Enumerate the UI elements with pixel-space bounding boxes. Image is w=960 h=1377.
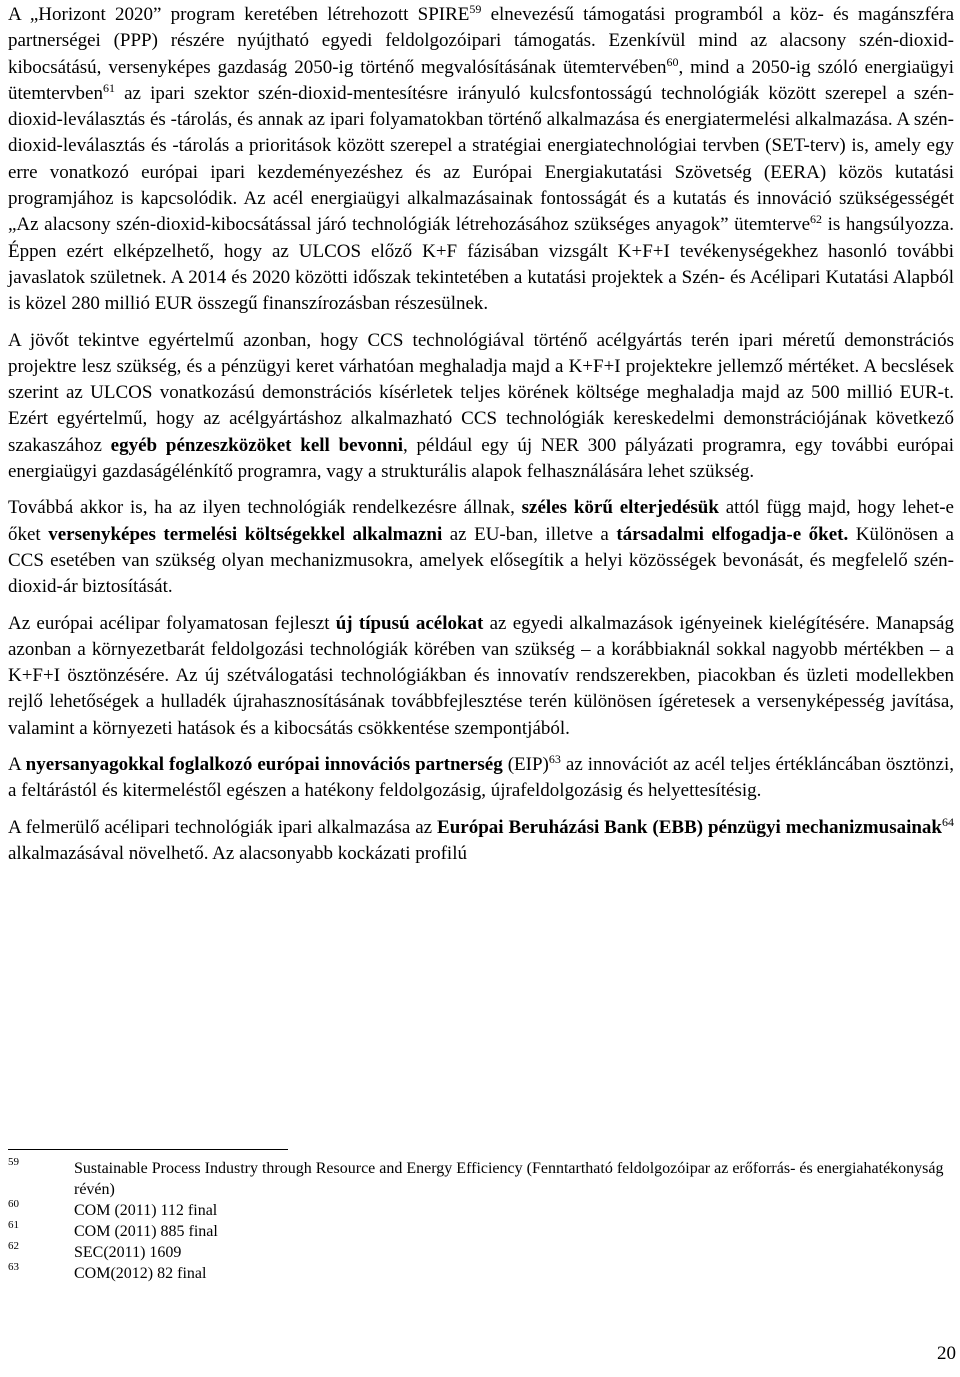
page-number: 20 [937, 1343, 956, 1364]
text-run: A [8, 754, 26, 776]
text-run: attól függ majd, hogy lehet-e őket [8, 497, 954, 545]
footnote-text: Sustainable Process Industry through Resource and Energy Efficiency (Fenntartható feldolgozóipar az erőforrás- és energiahatékonyság révén) [74, 1160, 944, 1198]
footnote-reference: 60 [666, 54, 679, 69]
bold-run: egyéb pénzeszközöket kell bevonni [110, 434, 403, 456]
footnote-reference: 59 [469, 2, 482, 16]
text-run: Különösen a CCS esetében van szükség olyan mechanizmusokra, amelyek elősegítik a helyi közösségek bevonását, és megfelelő szén-dioxid-ár biztosítását. [8, 523, 954, 598]
text-run: , például egy új NER 300 pályázati programra, egy további európai energiaügyi gazdaságélénkítő programra, vagy a strukturális alapok felhasználására lehet szükség. [8, 434, 954, 483]
text-run: elnevezésű támogatási programból a köz- és magánszféra partnerségei (PPP) részére nyújtható egyedi feldolgozóipari támogatás. Ezenkívül mind az alacsony szén-dioxid-kibocsátású, versenyképes gazdaság 2050-ig történő megvalósításának ütemtervében [8, 4, 954, 78]
footnote-61 [8, 1221, 954, 1242]
footnote-text: COM(2012) 82 final [74, 1265, 207, 1282]
footnote-59 [8, 1158, 954, 1200]
footnote-number: 61 [8, 1219, 19, 1231]
paragraph-ccs-demonstration [8, 328, 954, 486]
bold-run: új típusú acélokat [335, 612, 484, 634]
bold-run: társadalmi elfogadja-e őket. [616, 523, 849, 545]
footnote-text: SEC(2011) 1609 [74, 1244, 182, 1261]
footnote-number: 59 [8, 1156, 19, 1168]
footnote-63 [8, 1263, 954, 1284]
bold-run: versenyképes termelési költségekkel alkalmazni [48, 523, 443, 545]
text-run: (EIP) [502, 754, 549, 776]
text-run: , mind a 2050-ig szóló energiaügyi ütemtervben [8, 56, 954, 104]
footnote-reference: 63 [548, 752, 561, 767]
paragraph-raw-materials-eip [8, 752, 954, 805]
paragraph-spire-funding [8, 2, 954, 318]
text-run: az EU-ban, illetve a [442, 523, 617, 545]
text-run: A „Horizont 2020” program keretében létrehozott SPIRE [8, 4, 470, 25]
bold-run: nyersanyagokkal foglalkozó európai innovációs partnerség [25, 754, 503, 776]
footnote-reference: 64 [942, 814, 954, 829]
text-run: az innovációt az acél teljes értékláncában ösztönzi, a feltárástól és kitermeléstől egészen a hatékony feldolgozásig, újrafeldolgozásig és helyettesítésig. [8, 754, 955, 802]
footnote-reference: 62 [810, 212, 823, 227]
footnote-separator [8, 1149, 288, 1150]
footnote-reference: 61 [102, 80, 115, 95]
text-run: Továbbá akkor is, ha az ilyen technológiák rendelkezésre állnak, [8, 497, 522, 519]
text-run: alkalmazásával növelhető. Az alacsonyabb kockázati profilú [8, 842, 467, 864]
text-run: Az európai acélipar folyamatosan fejleszt [8, 612, 336, 634]
bold-run: Európai Beruházási Bank (EBB) pénzügyi mechanizmusainak [437, 816, 942, 838]
footnotes [8, 1158, 954, 1284]
text-run: A jövőt tekintve egyértelmű azonban, hogy CCS technológiával történő acélgyártás terén ipari méretű demonstrációs projektre lesz szükség, és a pénzügyi keret várhatóan meghaladja majd a K+F+I projektekre jellemző mértéket. A becslések szerint az ULCOS vonatkozású demonstrációs kísérletek teljes körének költsége meghaladja majd az 500 millió EUR-t. Ezért egyértelmű, hogy az acélgyártáshoz alkalmazható CCS technológiák kereskedelmi demonstrációjának következő szakaszához [8, 329, 954, 456]
text-run: is hangsúlyozza. Éppen ezért elképzelhető, hogy az ULCOS előző K+F fázisában vizsgált K+F+I tevékenységekhez hasonló további javaslatok születnek. A 2014 és 2020 közötti időszak tekintetében a kutatási projektek a Szén- és Acélipari Kutatási Alapból is közel 280 millió EUR összegű finanszírozásban részesülnek. [8, 214, 954, 315]
footnote-number: 63 [8, 1261, 19, 1273]
paragraph-new-steel-types [8, 611, 954, 742]
text-run: az egyedi alkalmazások igényeinek kielégítésére. Manapság azonban a környezetbarát feldolgozási technológiák körében van szükség – a korábbiaknál sokkal nagyobb mértékben – a K+F+I ösztönzésére. Az új szétválogatási technológiákban és innovatív rendszerekben, piacokban és üzleti modellekben rejlő lehetőségek a hulladék újrahasznosításának továbbfejlesztése terén különösen ígéretesek a versenyképesség javítása, valamint a környezeti hatások és a kibocsátás csökkentése szempontjából. [8, 612, 954, 739]
footnote-62 [8, 1242, 954, 1263]
text-run: az ipari szektor szén-dioxid-mentesítésre irányuló kulcsfontosságú technológiák között szerepel a szén-dioxid-leválasztás és -tárolás, és annak az ipari folyamatokban történő alkalmazása és energiatermelési alkalmazása. A szén-dioxid-leválasztás és -tárolás a prioritások között szerepel a stratégiai energiatechnológiai tervben (SET-terv) is, amely egy erre vonatkozó európai ipari kezdeményezéshez és az Európai Energiakutatási Szövetség (EERA) közös kutatási programjához is kapcsolódik. Az acél energiaügyi alkalmazásainak fontosságát és a kutatás és innováció szükségességét „Az alacsony szén-dioxid-kibocsátással járó technológiák létrehozásához szükséges anyagok” ütemterve [8, 82, 954, 236]
footnote-number: 60 [8, 1198, 19, 1210]
footnote-number: 62 [8, 1240, 19, 1252]
paragraph-eib-financing [8, 815, 954, 868]
bold-run: széles körű elterjedésük [521, 497, 719, 519]
document-page [8, 0, 955, 1282]
footnote-60 [8, 1200, 954, 1221]
footnote-text: COM (2011) 112 final [74, 1202, 218, 1219]
footnote-text: COM (2011) 885 final [74, 1223, 218, 1240]
paragraph-widespread-adoption [8, 495, 954, 600]
text-run: A felmerülő acélipari technológiák ipari alkalmazása az [8, 816, 438, 838]
